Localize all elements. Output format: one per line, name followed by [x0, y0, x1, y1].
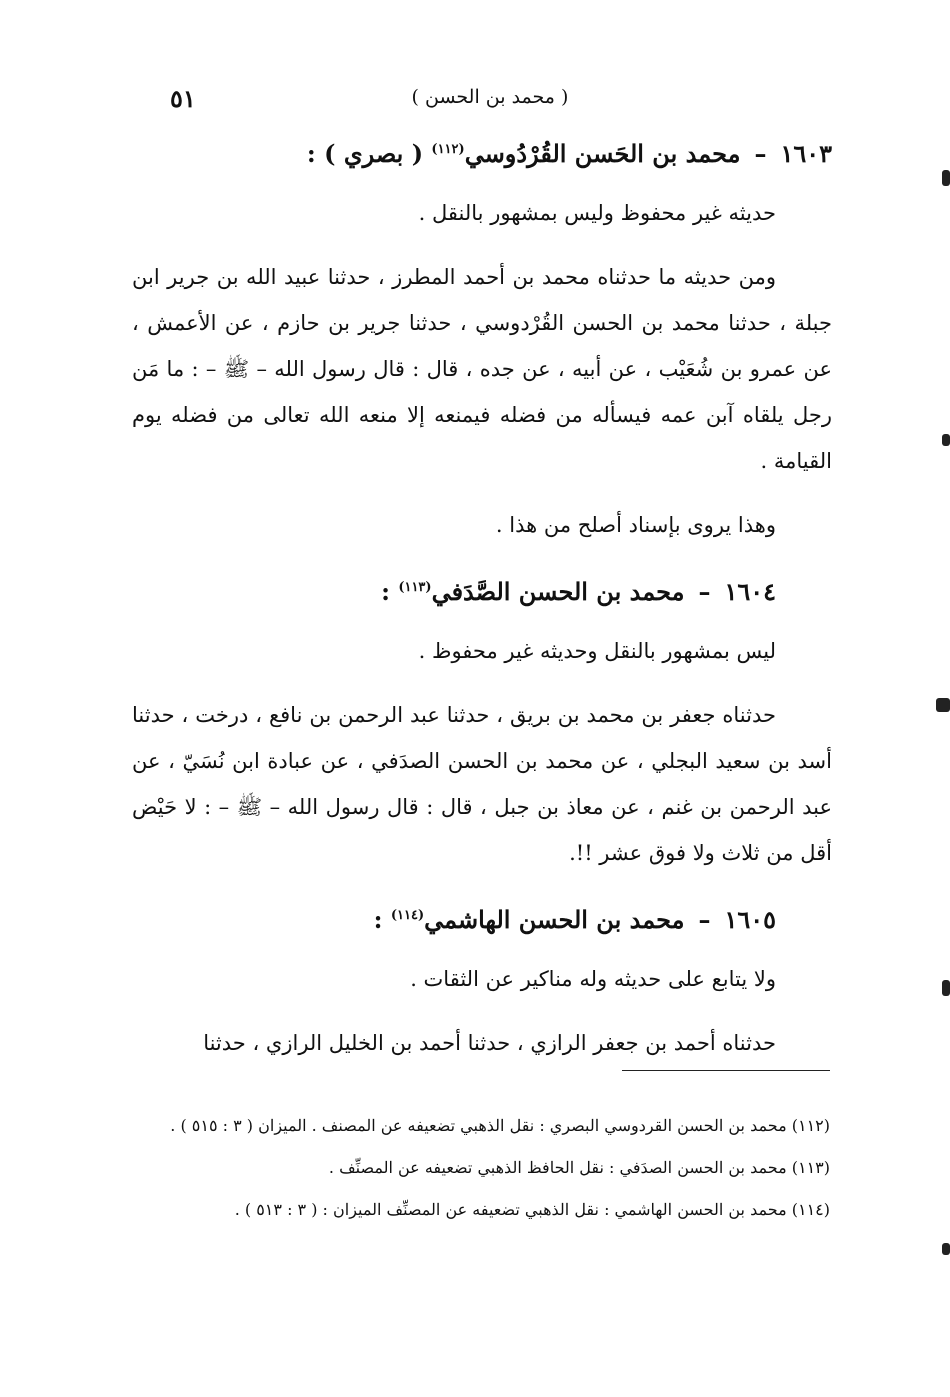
footnotes — [130, 1108, 830, 1234]
scan-edge-mark — [942, 170, 950, 186]
main-text — [132, 128, 832, 1066]
paragraph: وهذا يروى بإسناد أصلح من هذا . — [495, 513, 776, 537]
entry-name: محمد بن الحسن الهاشمي — [424, 905, 685, 934]
paragraph: ومن حديثه ما حدثناه محمد بن أحمد المطرز ، حدثنا عبيد الله بن جرير ابن جبلة ، حدثنا محمد بن الحسن القُرْدوسي ، حدثنا جرير بن حازم ، عن الأعمش ، عن عمرو بن شُعَيْب ، عن أبيه ، عن جده ، قال : قال رسول الله – ﷺ – : ما مَن رجل يلقاه آبن عمه فيسأله من فضله فيمنعه إلا منعه الله تعالى من فضله يوم القيامة . — [132, 265, 832, 473]
paragraph: ولا يتابع على حديثه وله مناكير عن الثقات . — [410, 967, 776, 991]
entry-suffix: : — [373, 905, 383, 934]
paragraph: حدثناه جعفر بن محمد بن بريق ، حدثنا عبد الرحمن بن نافع ، درخت ، حدثنا أسد بن سعيد البجلي ، عن محمد بن الحسن الصدَفي ، عن عبادة ابن نُسَيّ ، عن عبد الرحمن بن غنم ، عن معاذ بن جبل ، قال : قال رسول الله – ﷺ – : لا حَيْض أقل من ثلاث ولا فوق عشر !!. — [132, 703, 832, 865]
entry-heading — [132, 128, 832, 176]
entry-name: محمد بن الحسن الصَّدَفي — [431, 577, 685, 606]
running-head: ( محمد بن الحسن ) — [411, 86, 569, 108]
paragraph: حدثناه أحمد بن جعفر الرازي ، حدثنا أحمد بن الخليل الرازي ، حدثنا — [203, 1031, 776, 1055]
entry-heading — [132, 894, 832, 942]
entry-heading — [132, 566, 832, 614]
entry-name: محمد بن الحَسن القُرْدُوسي — [464, 139, 741, 168]
footnote-reference: (١١٢) — [431, 142, 465, 157]
footnote: (١١٤) محمد بن الحسن الهاشمي : نقل الذهبي تضعيفه عن المصنِّف الميزان : ( ٣ : ٥١٣ ) . — [234, 1200, 830, 1219]
footnote-reference: (١١٤) — [390, 908, 425, 923]
entry-suffix: ( بصري ) : — [306, 139, 424, 168]
footnote: (١١٣) محمد بن الحسن الصدَفي : نقل الحافظ الذهبي تضعيفه عن المصنِّف . — [328, 1158, 830, 1177]
footnote: (١١٢) محمد بن الحسن القردوسي البصري : نقل الذهبي تضعيفه عن المصنف . الميزان ( ٣ : ٥١٥ ) . — [170, 1116, 830, 1135]
entry-dash: – — [698, 577, 711, 606]
entry-dash: – — [698, 905, 711, 934]
scan-edge-mark — [942, 434, 950, 446]
footnote-reference: (١١٣) — [398, 580, 432, 595]
scan-edge-mark — [936, 698, 950, 712]
entry-number: ١٦٠٣ — [780, 139, 832, 168]
footnote-separator — [622, 1070, 830, 1071]
page-number: ٥١ — [170, 84, 196, 113]
paragraph: ليس بمشهور بالنقل وحديثه غير محفوظ . — [418, 639, 776, 663]
entry-number: ١٦٠٥ — [724, 905, 776, 934]
entry-dash: – — [754, 139, 767, 168]
entry-number: ١٦٠٤ — [724, 577, 776, 606]
scan-edge-mark — [942, 1243, 950, 1255]
scan-edge-mark — [942, 980, 950, 996]
page-header — [140, 82, 840, 118]
paragraph: حديثه غير محفوظ وليس بمشهور بالنقل . — [418, 201, 776, 225]
entry-suffix: : — [381, 577, 390, 606]
